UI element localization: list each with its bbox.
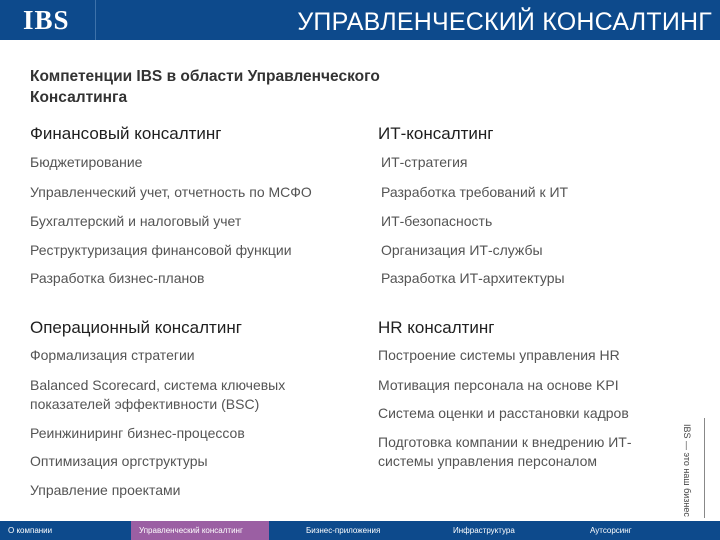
operational-item: Оптимизация оргструктуры — [30, 453, 208, 469]
financial-item: Бухгалтерский и налоговый учет — [30, 213, 242, 229]
footer-tab-outsourcing[interactable]: Аутсорсинг — [590, 526, 632, 535]
financial-item: Управленческий учет, отчетность по МСФО — [30, 184, 312, 200]
financial-item: Бюджетирование — [30, 154, 143, 170]
footer-tab-management-consulting[interactable]: Управленческий консалтинг — [131, 521, 269, 540]
hr-heading: HR консалтинг — [378, 318, 495, 337]
header-title: УПРАВЛЕНЧЕСКИЙ КОНСАЛТИНГ — [297, 8, 712, 36]
footer-tab-infrastructure[interactable]: Инфраструктура — [453, 526, 515, 535]
financial-item: Разработка бизнес-планов — [30, 270, 205, 286]
page-title: Компетенции IBS в области Управленческого Консалтинга — [30, 68, 380, 106]
operational-item: Управление проектами — [30, 482, 181, 498]
it-item: Разработка требований к ИТ — [381, 184, 569, 200]
operational-item: Реинжиниринг бизнес-процессов — [30, 425, 245, 441]
hr-item: Мотивация персонала на основе KPI — [378, 377, 619, 393]
footer-nav — [0, 521, 720, 540]
it-item: ИТ-стратегия — [381, 154, 468, 170]
footer-tab-business-apps[interactable]: Бизнес-приложения — [306, 526, 381, 535]
footer-tab-about[interactable]: О компании — [8, 526, 53, 535]
it-item: Разработка ИТ-архитектуры — [381, 270, 565, 286]
it-item: Организация ИТ-службы — [381, 242, 543, 258]
it-item: ИТ-безопасность — [381, 213, 493, 229]
side-slogan: IBS — это наш бизнес — [682, 424, 692, 517]
side-divider — [704, 418, 705, 518]
logo-box[interactable] — [0, 0, 96, 40]
header-bar — [0, 0, 720, 40]
financial-item: Реструктуризация финансовой функции — [30, 242, 292, 258]
hr-item: Построение системы управления HR — [378, 347, 620, 363]
hr-item: Подготовка компании к внедрению ИТ-системы управления персоналом — [378, 434, 632, 469]
it-heading: ИТ-консалтинг — [378, 124, 494, 143]
operational-item: Формализация стратегии — [30, 347, 195, 363]
ibs-logo: IBS — [23, 5, 70, 35]
financial-heading: Финансовый консалтинг — [30, 124, 222, 143]
hr-item: Система оценки и расстановки кадров — [378, 405, 629, 421]
operational-heading: Операционный консалтинг — [30, 318, 242, 337]
operational-item: Balanced Scorecard, система ключевых показателей эффективности (BSC) — [30, 377, 286, 412]
